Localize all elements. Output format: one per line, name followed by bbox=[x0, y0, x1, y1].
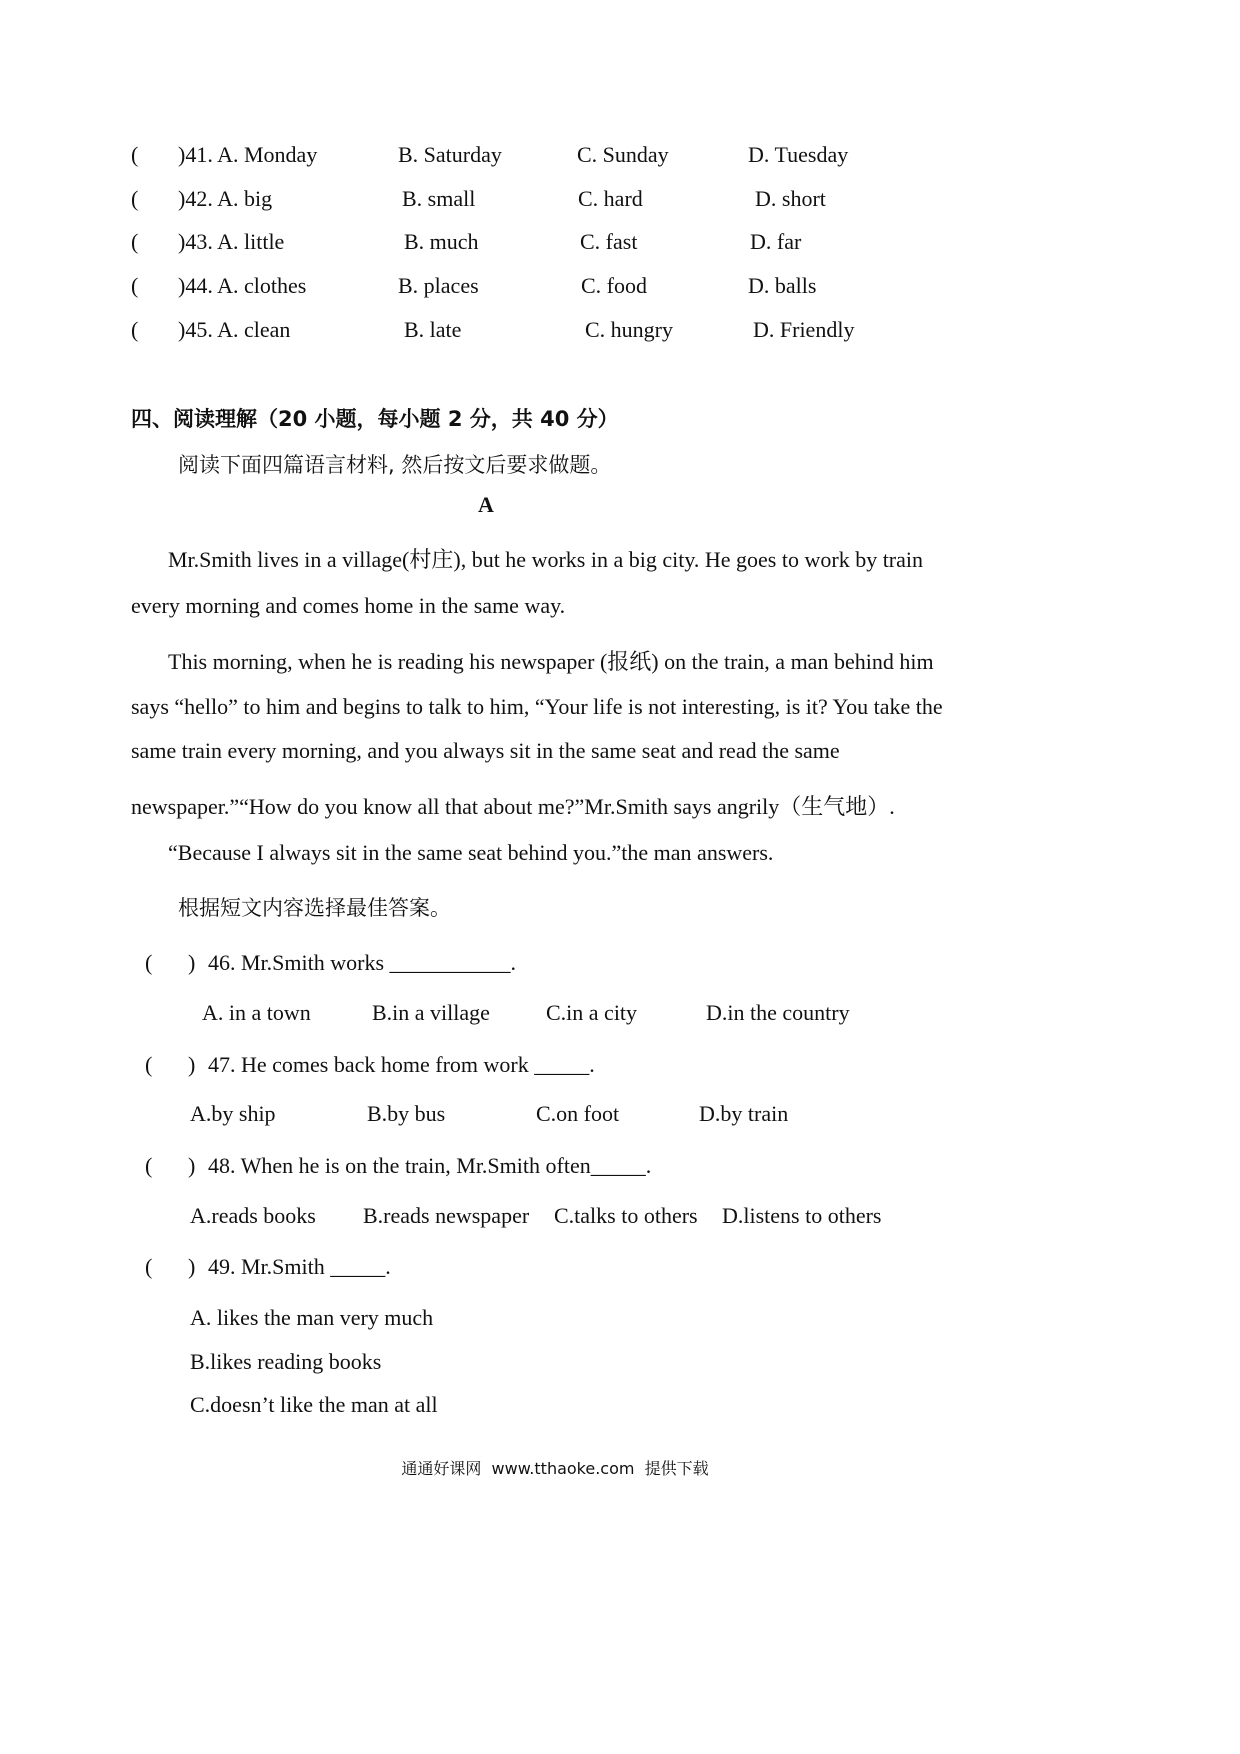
option-b: B. late bbox=[404, 317, 462, 342]
passage-line: Mr.Smith lives in a village(村庄), but he works in a big city. He goes to work by train bbox=[168, 547, 924, 572]
option-d: D. far bbox=[750, 229, 802, 254]
answer-paren-close: ) bbox=[188, 1153, 196, 1178]
answer-paren: ( bbox=[131, 142, 139, 167]
option-d: D.listens to others bbox=[722, 1203, 882, 1228]
answer-paren: ( bbox=[131, 229, 139, 254]
section-title: 四、阅读理解（20 小题，每小题 2 分，共 40 分） bbox=[131, 407, 619, 431]
option-d: D.by train bbox=[699, 1101, 789, 1126]
question-number-option-a: )43. A. little bbox=[178, 229, 285, 254]
option-c: C. food bbox=[581, 273, 647, 298]
page-footer: 通通好课网 www.tthaoke.com 提供下载 bbox=[401, 1459, 709, 1478]
option-b: B. places bbox=[398, 273, 479, 298]
option-a: A.reads books bbox=[190, 1203, 316, 1228]
question-stem: 46. Mr.Smith works ___________. bbox=[208, 950, 517, 975]
option-a: A. in a town bbox=[202, 1000, 311, 1025]
passage-line: says “hello” to him and begins to talk to him, “Your life is not interesting, is it? You take the bbox=[131, 694, 943, 719]
option-d: D. Friendly bbox=[753, 317, 855, 342]
option-c: C.doesn’t like the man at all bbox=[190, 1392, 438, 1417]
section-instruction: 阅读下面四篇语言材料, 然后按文后要求做题。 bbox=[178, 453, 612, 477]
passage-line: same train every morning, and you always sit in the same seat and read the same bbox=[131, 738, 840, 763]
question-number-option-a: )44. A. clothes bbox=[178, 273, 307, 298]
option-b: B. much bbox=[404, 229, 479, 254]
option-c: C. hungry bbox=[585, 317, 673, 342]
answer-paren: ( bbox=[131, 273, 139, 298]
question-stem: 48. When he is on the train, Mr.Smith often_____. bbox=[208, 1153, 652, 1178]
passage-line: newspaper.”“How do you know all that about me?”Mr.Smith says angrily（生气地）. bbox=[131, 794, 895, 819]
answer-paren: ( bbox=[131, 186, 139, 211]
question-stem: 47. He comes back home from work _____. bbox=[208, 1052, 595, 1077]
question-number-option-a: )42. A. big bbox=[178, 186, 273, 211]
answer-paren: ( bbox=[145, 1254, 153, 1279]
option-d: D. Tuesday bbox=[748, 142, 849, 167]
answer-paren: ( bbox=[145, 1052, 153, 1077]
option-d: D. short bbox=[755, 186, 826, 211]
passage-line: This morning, when he is reading his newspaper (报纸) on the train, a man behind him bbox=[168, 649, 934, 674]
option-a: A.by ship bbox=[190, 1101, 276, 1126]
question-number-option-a: )41. A. Monday bbox=[178, 142, 318, 167]
option-d: D. balls bbox=[748, 273, 817, 298]
question-instruction: 根据短文内容选择最佳答案。 bbox=[178, 896, 451, 920]
option-b: B.reads newspaper bbox=[363, 1203, 530, 1228]
option-b: B. Saturday bbox=[398, 142, 502, 167]
option-b: B.by bus bbox=[367, 1101, 446, 1126]
answer-paren-close: ) bbox=[188, 1052, 196, 1077]
option-c: C. fast bbox=[580, 229, 638, 254]
option-a: A. likes the man very much bbox=[190, 1305, 434, 1330]
passage-label: A bbox=[478, 492, 494, 517]
answer-paren: ( bbox=[131, 317, 139, 342]
answer-paren-close: ) bbox=[188, 950, 196, 975]
option-c: C. Sunday bbox=[577, 142, 669, 167]
option-d: D.in the country bbox=[706, 1000, 850, 1025]
option-c: C.on foot bbox=[536, 1101, 620, 1126]
option-b: B. small bbox=[402, 186, 476, 211]
answer-paren: ( bbox=[145, 950, 153, 975]
option-c: C. hard bbox=[578, 186, 643, 211]
question-number-option-a: )45. A. clean bbox=[178, 317, 291, 342]
option-b: B.likes reading books bbox=[190, 1349, 382, 1374]
answer-paren-close: ) bbox=[188, 1254, 196, 1279]
option-c: C.talks to others bbox=[554, 1203, 698, 1228]
passage-line: every morning and comes home in the same way. bbox=[131, 593, 566, 618]
option-c: C.in a city bbox=[546, 1000, 638, 1025]
answer-paren: ( bbox=[145, 1153, 153, 1178]
option-b: B.in a village bbox=[372, 1000, 490, 1025]
question-stem: 49. Mr.Smith _____. bbox=[208, 1254, 391, 1279]
passage-line: “Because I always sit in the same seat behind you.”the man answers. bbox=[168, 840, 774, 865]
